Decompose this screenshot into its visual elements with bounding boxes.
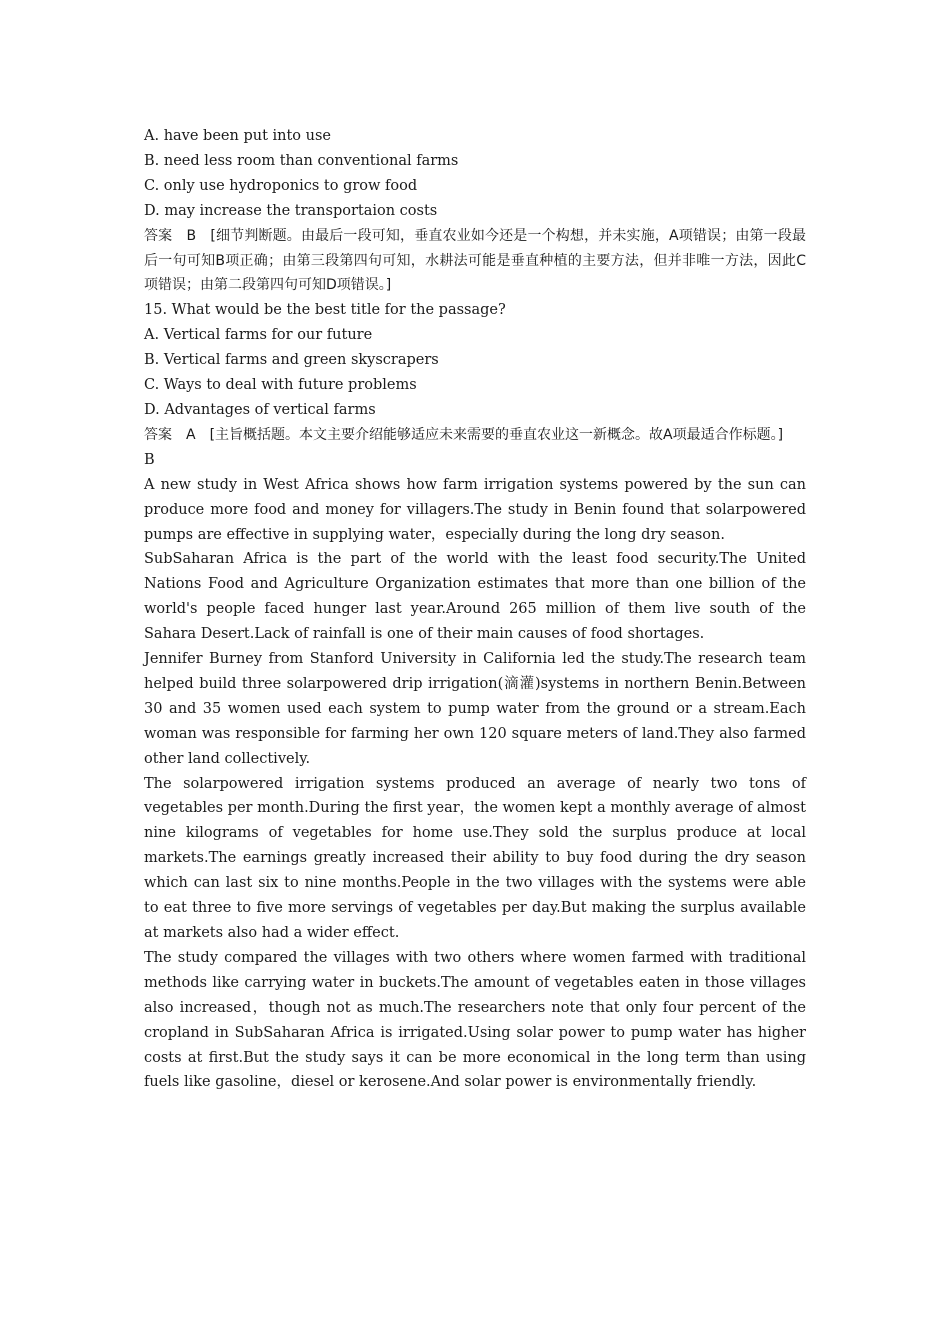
section-b-label: B	[144, 451, 155, 468]
q15-option-d: D. Advantages of vertical farms	[144, 401, 376, 418]
passage-paragraph-4: The solarpowered irrigation systems produced an average of nearly two tons of vegetables per month.During the first year，the women kept a monthly average of almost nine kilograms of vegetables for home use.They sold the surplus produce at local markets.The earnings greatly increased their ability to buy food during the dry season which can last six to nine months.People in the two villages with the systems were able to eat three to five more servings of vegetables per day.But making the surplus available at markets also had a wider effect.	[144, 775, 806, 941]
q14-answer-explanation: 答案 B [细节判断题。由最后一段可知，垂直农业如今还是一个构想，并未实施，A项错误；由第一段最后一句可知B项正确；由第三段第四句可知，水耕法可能是垂直种植的主要方法，但并非唯一方法，因此C项错误；由第二段第四句可知D项错误。]	[144, 227, 806, 294]
q15-option-c: C. Ways to deal with future problems	[144, 377, 417, 394]
q15-answer-explanation: 答案 A [主旨概括题。本文主要介绍能够适应未来需要的垂直农业这一新概念。故A项最适合作标题。]	[144, 426, 784, 443]
q15-option-a: A. Vertical farms for our future	[144, 327, 373, 344]
q15-question: 15. What would be the best title for the passage?	[144, 302, 506, 319]
passage-paragraph-5: The study compared the villages with two others where women farmed with traditional methods like carrying water in buckets.The amount of vegetables eaten in those villages also increased，though not as much.The researchers note that only four percent of the cropland in SubSaharan Africa is irrigated.Using solar power to pump water has higher costs at first.But the study says it can be more economical in the long term than using fuels like gasoline，diesel or kerosene.And solar power is environmentally friendly.	[144, 949, 806, 1091]
passage-paragraph-1: A new study in West Africa shows how farm irrigation systems powered by the sun can produce more food and money for villagers.The study in Benin found that solarpowered pumps are effective in supplying water，especially during the long dry season.	[144, 476, 806, 543]
q14-option-b: B. need less room than conventional farms	[144, 152, 459, 169]
q15-option-b: B. Vertical farms and green skyscrapers	[144, 352, 439, 369]
q14-option-c: C. only use hydroponics to grow food	[144, 177, 418, 194]
q14-option-d: D. may increase the transportaion costs	[144, 202, 438, 219]
q14-option-a: A. have been put into use	[144, 128, 332, 144]
document-page	[144, 124, 806, 1095]
passage-paragraph-3: Jennifer Burney from Stanford University in California led the study.The research team helped build three solarpowered drip irrigation(滴灌)systems in northern Benin.Between 30 and 35 women used each system to pump water from the ground or a stream.Each woman was responsible for farming her own 120 square meters of land.They also farmed other land collectively.	[144, 651, 806, 767]
passage-paragraph-2: SubSaharan Africa is the part of the world with the least food security.The United Nations Food and Agriculture Organization estimates that more than one billion of the world's people faced hunger last year.Around 265 million of them live south of the Sahara Desert.Lack of rainfall is one of their main causes of food shortages.	[144, 551, 806, 643]
